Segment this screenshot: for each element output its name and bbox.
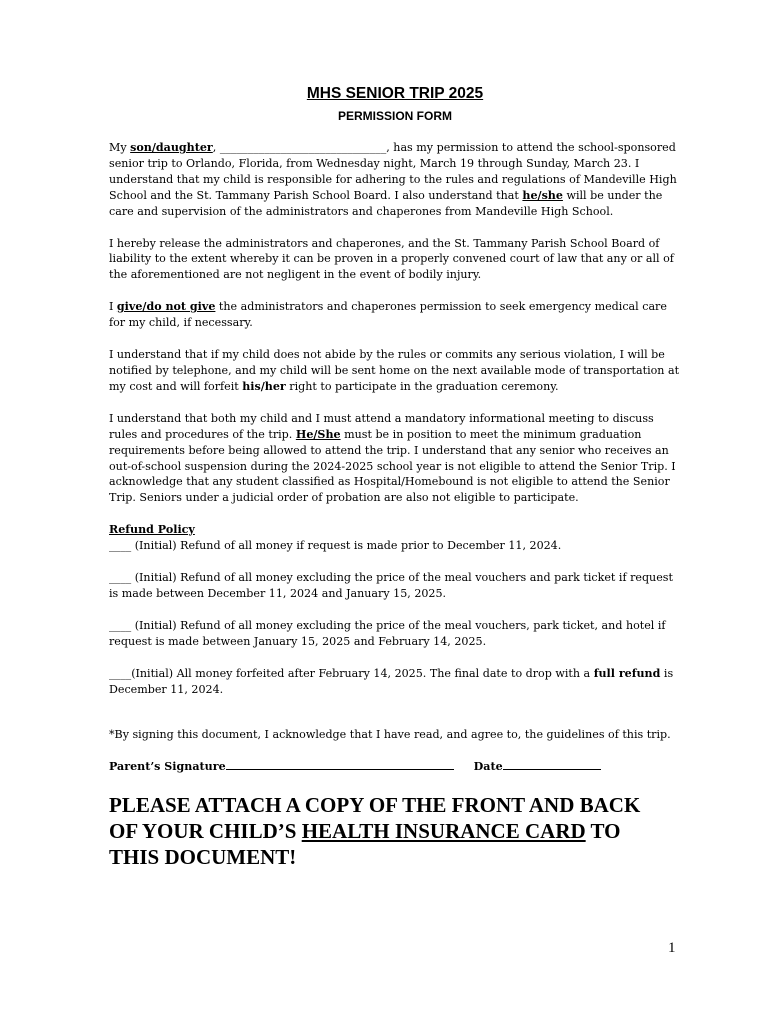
page-title: MHS SENIOR TRIP 2025 — [306, 85, 484, 102]
paragraph-meeting — [109, 411, 681, 506]
page-subtitle: PERMISSION FORM — [337, 109, 452, 123]
date-label: Date — [473, 760, 503, 774]
refund-item-1[interactable]: ____ (Initial) Refund of all money if request is made prior to December 11, 2024. — [109, 539, 562, 553]
p3-text: the administrators and chaperones permission to seek emergency medical care for my child, if necessary. — [109, 300, 667, 330]
p1-text2: will be under the care and supervision of the administrators and chaperones from Mandeville High School. — [109, 188, 663, 218]
health-insurance-card-text: HEALTH INSURANCE CARD — [301, 819, 586, 843]
refund-heading-text: Refund Policy — [109, 523, 195, 537]
refund-item-4[interactable] — [109, 666, 681, 698]
date-line[interactable] — [503, 757, 601, 770]
son-daughter-option[interactable]: son/daughter — [130, 141, 213, 154]
paragraph-violation — [109, 347, 681, 395]
refund-item-4-text1: ____(Initial) All money forfeited after February 14, 2025. The final date to drop with a — [109, 666, 594, 680]
refund-item-2[interactable]: ____ (Initial) Refund of all money excluding the price of the meal vouchers and park ticket if request is made between December 11, 2024 and January 15, 2025. — [109, 571, 673, 600]
p5-text2: must be in position to meet the minimum graduation requirements before being allowed to attend the trip. I understand that any senior who receives an out-of-school suspension during the 2024-2025 school year is not eligible to attend the Senior Trip. I acknowledge that any student classified as Hospital/Homebound is not eligible to attend the Senior Trip. Seniors under a judicial order of probation are also not eligible to participate. — [109, 427, 676, 505]
his-her-text: his/her — [242, 379, 286, 393]
parent-signature-line[interactable] — [226, 757, 454, 770]
p5-text1: I understand that both my child and I must attend a mandatory informational meeting to discuss rules and procedures of the trip. — [109, 411, 654, 441]
child-name-blank[interactable]: , ______________________________, — [212, 141, 394, 154]
refund-item-4-text2: is December 11, 2024. — [109, 666, 674, 696]
full-refund-text: full refund — [593, 666, 661, 680]
page-number: 1 — [668, 940, 676, 956]
insurance-card-notice — [109, 792, 669, 870]
paragraph-permission — [109, 140, 681, 220]
paragraph-release: I hereby release the administrators and chaperones, and the St. Tammany Parish School Board of liability to the extent whereby it can be proven in a properly convened court of law that any or all of the aforementioned are not negligent in the event of bodily injury. — [109, 236, 674, 282]
p4-text1: I understand that if my child does not abide by the rules or commits any serious violation, I will be notified by telephone, and my child will be sent home on the next available mode of transportation at my cost and will forfeit — [109, 348, 680, 393]
signature-row — [109, 757, 681, 775]
attach-text2: TO THIS DOCUMENT! — [109, 819, 621, 869]
p3-lead: I — [109, 300, 117, 314]
form-body — [109, 140, 681, 775]
attach-text1: PLEASE ATTACH A COPY OF THE FRONT AND BACK OF YOUR CHILD’S — [109, 793, 641, 843]
give-do-not-give-option[interactable]: give/do not give — [116, 300, 216, 314]
p1-lead: My — [109, 141, 131, 154]
paragraph-medical — [109, 299, 681, 331]
acknowledgement-text: *By signing this document, I acknowledge that I have read, and agree to, the guidelines of this trip. — [109, 728, 671, 742]
refund-policy-heading — [109, 522, 681, 538]
p4-text2: right to participate in the graduation ceremony. — [285, 379, 559, 393]
refund-item-3[interactable]: ____ (Initial) Refund of all money excluding the price of the meal vouchers, park ticket, and hotel if request is made between January 15, 2025 and February 14, 2025. — [109, 618, 666, 648]
parent-signature-label: Parent’s Signature — [109, 760, 226, 774]
he-she-option[interactable]: he/she — [522, 188, 563, 202]
he-she-option-2[interactable]: He/She — [295, 427, 341, 441]
p1-text1: has my permission to attend the school-sponsored senior trip to Orlando, Florida, from Wednesday night, March 19 through Sunday, March 23. I understand that my child is responsible for adhering to the rules and regulations of Mandeville High School and the St. Tammany Parish School Board. I also understand that — [109, 141, 677, 202]
